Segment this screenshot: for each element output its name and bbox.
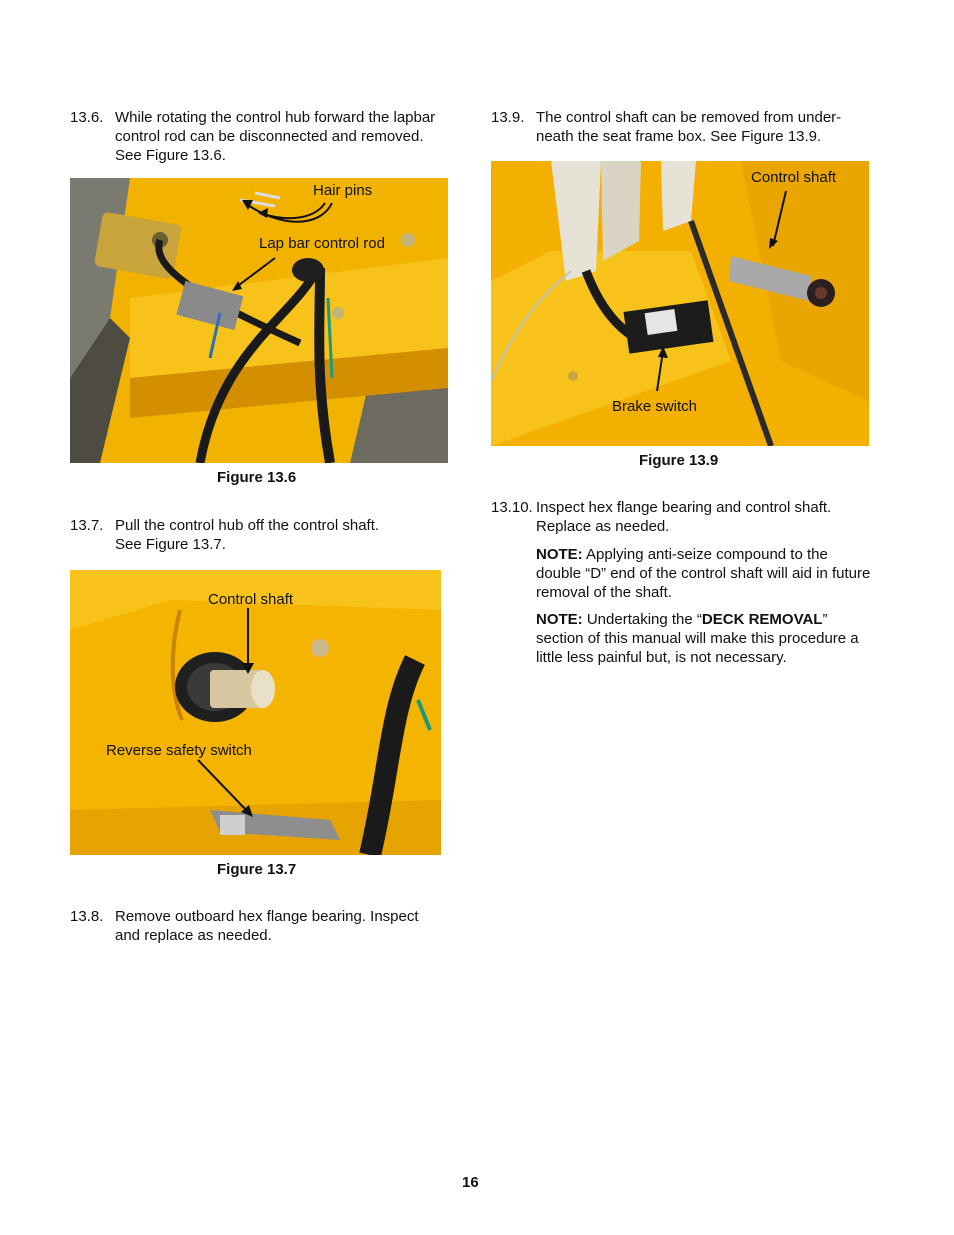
step-line: neath the seat frame box. See Figure 13.9. [536,128,822,145]
step-number: 13.7. [70,517,104,534]
figure-label-control-shaft: Control shaft [208,591,294,608]
step-line: Inspect hex flange bearing and control shaft. [536,499,832,516]
step-line: While rotating the control hub forward the lapbar [115,109,436,126]
figure-13-6-photo [70,178,448,463]
note-text: Undertaking the “ [582,611,702,628]
figure-label-reverse-safety-switch: Reverse safety switch [106,742,252,759]
note-text: ” section of this manual will make this procedure a little less painful but, is not necessary. [536,611,859,666]
page-number: 16 [462,1174,479,1191]
step-number: 13.8. [70,908,104,925]
figure-13-7-caption: Figure 13.7 [217,861,297,878]
step-text [536,108,841,146]
step-line: Pull the control hub off the control shaft. [115,517,380,534]
step-line: Remove outboard hex flange bearing. Inspect [115,908,419,925]
step-line: See Figure 13.7. [115,536,226,553]
step-number: 13.6. [70,109,104,126]
note-prefix: NOTE: [536,546,583,563]
step-line: See Figure 13.6. [115,147,226,164]
deck-removal-reference: DECK REMOVAL [701,611,823,628]
figure-13-9-photo [491,161,869,446]
figure-label-lap-bar-control-rod: Lap bar control rod [259,235,385,252]
step-text [115,108,435,165]
figure-label-control-shaft: Control shaft [751,169,837,186]
step-text [115,907,419,945]
figure-13-7-photo [70,570,441,855]
step-line: and replace as needed. [115,927,272,944]
step-text [536,498,831,536]
figure-label-hair-pins: Hair pins [313,182,373,199]
figure-label-brake-switch: Brake switch [612,398,698,415]
note-text: Applying anti-seize compound to the double “D” end of the control shaft will aid in future removal of the shaft. [536,546,871,601]
step-text [115,516,379,554]
step-number: 13.10. [491,499,533,516]
figure-13-9-caption: Figure 13.9 [639,452,719,469]
step-line: The control shaft can be removed from under- [536,109,842,126]
note-anti-seize [536,545,876,602]
note-deck-removal [536,610,876,667]
step-line: control rod can be disconnected and removed. [115,128,424,145]
step-line: Replace as needed. [536,518,670,535]
figure-13-6-caption: Figure 13.6 [217,469,297,486]
step-number: 13.9. [491,109,525,126]
note-prefix: NOTE: [536,611,583,628]
